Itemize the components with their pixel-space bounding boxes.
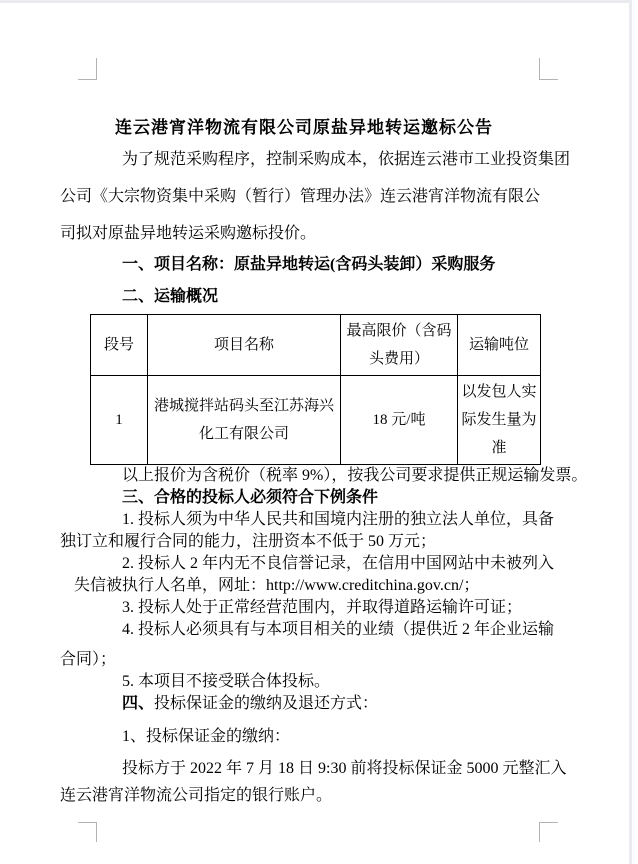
section-heading-project-name: 一、项目名称：原盐异地转运(含码头装卸）采购服务 xyxy=(122,256,496,273)
intro-line-2: 公司《大宗物资集中采购（暂行）管理办法》连云港宵洋物流有限公 xyxy=(60,188,541,205)
condition-4-line-2: 合同）； xyxy=(60,651,117,668)
bid-deposit-heading-text: 投标保证金的缴纳及退还方式： xyxy=(154,695,379,712)
subsection-deposit-payment: 1、投标保证金的缴纳： xyxy=(122,728,291,745)
table-header-tonnage: 运输吨位 xyxy=(458,315,541,376)
condition-5: 5. 本项目不接受联合体投标。 xyxy=(122,673,331,690)
section-heading-qualified-bidders: 三、合格的投标人必须符合下例条件 xyxy=(122,489,379,506)
condition-2-line-1: 2. 投标人 2 年内无不良信誉记录，在信用中国网站中未被列入 xyxy=(122,555,555,572)
document-page xyxy=(60,0,588,811)
bid-deposit-heading-number: 四、 xyxy=(122,695,155,712)
transport-table xyxy=(90,314,541,465)
table-cell-max-price: 18 元/吨 xyxy=(341,376,458,465)
table-row xyxy=(91,376,541,465)
condition-1-line-2: 独订立和履行合同的能力，注册资本不低于 50 万元； xyxy=(60,533,437,550)
intro-line-1: 为了规范采购程序，控制采购成本，依据连云港市工业投资集团 xyxy=(122,151,571,168)
crop-mark-bottom-right xyxy=(539,822,558,842)
condition-4-line-1: 4. 投标人必须具有与本项目相关的业绩（提供近 2 年企业运输 xyxy=(122,621,555,638)
table-header-project-name: 项目名称 xyxy=(148,315,341,376)
table-cell-tonnage: 以发包人实际发生量为准 xyxy=(458,376,541,465)
condition-1-line-1: 1. 投标人须为中华人民共和国境内注册的独立法人单位，具备 xyxy=(122,511,555,528)
table-cell-project-name: 港城搅拌站码头至江苏海兴化工有限公司 xyxy=(148,376,341,465)
tax-note: 以上报价为含税价（税率 9%），按我公司要求提供正规运输发票。 xyxy=(122,467,588,484)
intro-line-3: 司拟对原盐异地转运采购邀标投价。 xyxy=(60,225,317,242)
document-title: 连云港宵洋物流有限公司原盐异地转运邀标公告 xyxy=(115,118,493,137)
crop-mark-bottom-left xyxy=(78,822,97,842)
deposit-detail-line-2: 连云港宵洋物流公司指定的银行账户。 xyxy=(60,787,333,804)
table-header-max-price: 最高限价（含码头费用） xyxy=(341,315,458,376)
table-cell-segment: 1 xyxy=(91,376,148,465)
section-heading-transport-overview: 二、运输概况 xyxy=(122,288,219,305)
condition-3: 3. 投标人处于正常经营范围内，并取得道路运输许可证； xyxy=(122,599,523,616)
table-header-segment: 段号 xyxy=(91,315,148,376)
page-right-edge xyxy=(629,0,632,864)
condition-2-line-2-url: 失信被执行人名单，网址：http://www.creditchina.gov.cn/； xyxy=(74,577,480,594)
deposit-detail-line-1: 投标方于 2022 年 7 月 18 日 9:30 前将投标保证金 5000 元整汇入 xyxy=(122,760,567,777)
table-header-row xyxy=(91,315,541,376)
section-heading-bid-deposit xyxy=(60,693,548,715)
